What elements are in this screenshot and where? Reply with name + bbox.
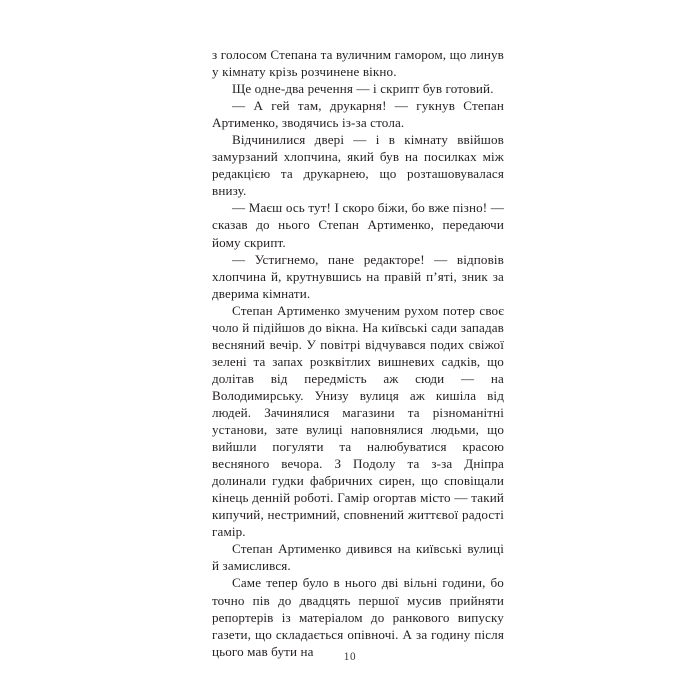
page-number: 10: [343, 651, 357, 663]
paragraph-6: — Устигнемо, пане редакторе! — відповів хлопчина й, крутнувшись на правій п’яті, зник за дверима кімнати.: [212, 251, 504, 301]
page-text-block: [212, 46, 504, 660]
paragraph-3: — А гей там, друкарня! — гукнув Степан Артименко, зводячись із-за стола.: [212, 98, 504, 131]
paragraph-8: Степан Артименко дивився на київські вулиці й замислився.: [212, 541, 504, 574]
paragraph-1: з голосом Степана та вуличним гамором, що линув у кімнату крізь розчинене вікно.: [212, 47, 504, 80]
paragraph-2: Ще одне-два речення — і скрипт був готовий.: [232, 81, 494, 97]
paragraph-5: — Маєш ось тут! І скоро біжи, бо вже пізно! — сказав до нього Степан Артименко, передаючи йому скрипт.: [212, 200, 504, 250]
paragraph-9: Саме тепер було в нього дві вільні години, бо точно пів до двадцять першої мусив прийняти репортерів із матеріалом до ранкового випуску газети, що складається опівночі. А за годину після цього мав бути на: [212, 575, 504, 659]
paragraph-7: Степан Артименко змученим рухом потер своє чоло й підійшов до вікна. На київські сади западав весняний вечір. У повітрі відчувався подих свіжої зелені та запах розквітлих вишневих садків, що долітав від передмість аж сюди — на Володимирську. Унизу вулиця аж кишіла від людей. Зачинялися магазини та різноманітні установи, зате вулиці наповнялися людьми, що вийшли погуляти та налюбуватися красою весняного вечора. З Подолу та з-за Дніпра долинали гудки фабричних сирен, що сповіщали кінець денній роботі. Гамір огортав місто — такий кипучий, нестримний, сповнений життєвої радості гамір.: [212, 302, 504, 540]
paragraph-4: Відчинилися двері — і в кімнату ввійшов замурзаний хлопчина, який був на посилках між редакцією та друкарнею, що розташовувалася внизу.: [212, 132, 504, 199]
